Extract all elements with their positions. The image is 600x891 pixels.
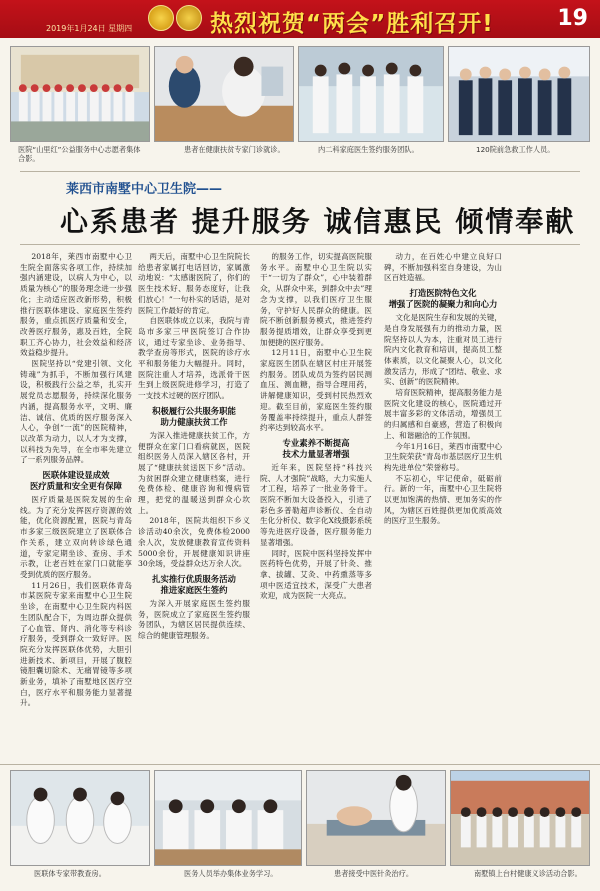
cppcc-emblem-icon — [176, 5, 202, 31]
bottom-photo-4 — [450, 770, 590, 866]
article-paragraph: 11月26日，我们医联体青岛市某医院专家来南墅中心卫生院坐诊，在南墅中心卫生院内科医生团队配合下，为周边群众提供了心血管、肾内、消化等专科诊疗服务，受到群众一致好评。医院充分发挥医联体优势，大胆引进新技术、新项目，开展了腹腔镜胆囊切除术、无痛胃镜等多项新业务，填补了南墅地区医疗空白，医疗水平和服务能力显著提升。 — [20, 580, 132, 708]
top-photo-4-caption: 120院前急救工作人员。 — [476, 145, 555, 154]
article-column-3 — [260, 252, 372, 760]
article-paragraph: 今年1月16日，莱西市南墅中心卫生院荣获“青岛市基层医疗卫生机构先进单位”荣誉称号。 — [384, 441, 502, 472]
article-paragraph: 为深入开展家庭医生签约服务，医院成立了家庭医生签约服务团队，为辖区居民提供连续、综合的健康管理服务。 — [138, 598, 250, 641]
article-paragraph: 医疗质量是医院发展的生命线。为了充分发挥医疗资源的效能，优化资源配置，医院与青岛市多家三级医院建立了医联体合作关系，建立双向转诊绿色通道，专家定期坐诊、查房、手术示教，让老百姓在家门口就能享受到优质的医疗服务。 — [20, 495, 132, 579]
article-paragraph: 同时，医院中医科坚持发挥中医药特色优势，开展了针灸、推拿、拔罐、艾灸、中药熏蒸等多项中医适宜技术，深受广大患者欢迎，成为医院一大亮点。 — [260, 548, 372, 601]
header-banner — [0, 0, 600, 38]
article-paragraph: 文化是医院生存和发展的关键，是自身发展强有力的推动力量，医院坚持以人为本，注重对员工进行院内文化教育和培训，提高员工整体素质，以文化凝聚人心，以文化激发活力，形成了“团结、敬业、求实、创新”的医院精神。 — [384, 313, 502, 387]
section-heading: 打造医院特色文化 增强了医院的凝聚力和向心力 — [388, 288, 498, 310]
top-photo-2-caption: 患者在健康扶贫专家门诊就诊。 — [184, 145, 285, 154]
banner-headline: 热烈祝贺“两会”胜利召开! — [210, 11, 494, 37]
party-emblem-icon — [148, 5, 174, 31]
page-number: 19 — [557, 6, 588, 31]
article-column-1 — [20, 252, 132, 760]
section-heading: 积极履行公共服务职能 助力健康扶贫工作 — [152, 405, 236, 427]
section-heading: 专业素养不断提高 技术力量显著增强 — [282, 437, 350, 459]
section-heading: 医联体建设显成效 医疗质量和安全更有保障 — [29, 470, 123, 492]
article-column-4 — [384, 252, 502, 760]
top-photo-2 — [154, 46, 294, 142]
bottom-rule — [0, 764, 600, 765]
bottom-photo-3-caption: 患者接受中医针灸治疗。 — [334, 869, 414, 878]
article-paragraph: 2018年，医院共组织下乡义诊活动40余次，免费体检2000余人次，发放健康教育宣传资料5000余份，开展健康知识讲座30余场，受益群众达万余人次。 — [138, 516, 250, 569]
bottom-photo-2 — [154, 770, 302, 866]
title-top-rule — [20, 171, 580, 172]
top-photo-1-caption: 医院“山里红”公益服务中心志愿者集体合影。 — [18, 145, 141, 163]
bottom-photo-4-caption: 南墅镇上台村健康义诊活动合影。 — [474, 869, 582, 878]
article-paragraph: 12月11日，南墅中心卫生院家庭医生团队在辖区村庄开展签约服务。团队成员为签约居民测血压、测血糖，指导合理用药，讲解健康知识，受到村民热烈欢迎。截至目前，家庭医生签约服务覆盖率持续提升，重点人群签约率达到较高水平。 — [260, 348, 372, 433]
article-paragraph: 不忘初心，牢记使命，砥砺前行。新的一年，南墅中心卫生院将以更加饱满的热情、更加务实的作风，为辖区百姓提供更加优质高效的医疗卫生服务。 — [384, 473, 502, 526]
bottom-photo-1-caption: 医联体专家带教查房。 — [34, 869, 106, 878]
article-paragraph: 两天后，南墅中心卫生院院长给患者家属打电话回访，家属激动地说：“太感谢医院了，你们的医生技术好、服务态度好，让我们放心！”一句朴实的话语，是对医院工作最好的肯定。 — [138, 252, 250, 315]
article-paragraph: 为深入推进健康扶贫工作，方便群众在家门口看病就医，医院组织医务人员深入辖区各村，开展了“健康扶贫送医下乡”活动。为贫困群众建立健康档案，进行免费体检、健康咨询和慢病管理，把党的温暖送到群众心坎上。 — [138, 430, 250, 515]
issue-date: 2019年1月24日 星期四 — [46, 24, 133, 33]
top-photo-3 — [298, 46, 444, 142]
article-paragraph: 医院坚持以“党建引领、文化铸魂”为抓手，不断加强行风建设，积极践行公益之举，扎实开展党员志愿服务，持续深化服务内涵，提高服务水平，文明、廉洁、诚信、优质的医疗服务深入人心，争创“一流”的医院精神，以改革为动力，以人才为支撑，以科技为先导，在全市率先建立了一系列服务品牌。 — [20, 359, 132, 465]
title-bottom-rule — [20, 244, 580, 245]
bottom-photo-2-caption: 医务人员举办集体业务学习。 — [184, 869, 278, 878]
article-paragraph: 自医联体成立以来，我院与青岛市多家三甲医院签订合作协议，通过专家坐诊、业务指导、教学查房等形式，医院的诊疗水平和服务能力大幅提升。同时，医院注重人才培养，选派骨干医生到上级医院进修学习，打造了一支技术过硬的医疗团队。 — [138, 316, 250, 401]
article-paragraph: 动力，在百姓心中建立良好口碑，不断加强科室自身建设，为山区百姓造福。 — [384, 252, 502, 283]
article-title: 心系患者 提升服务 诚信惠民 倾情奉献 — [60, 205, 576, 238]
top-photo-1 — [10, 46, 150, 142]
bottom-photo-3 — [306, 770, 446, 866]
article-paragraph: 的服务工作，切实提高医院服务水平。南墅中心卫生院以实干“一切为了群众”，心中装着群众，从群众中来，到群众中去”理念为支撑，以我们医疗卫生服务，守护好人民群众的健康。医院不断创新服务模式，推进签约服务提质增效，让群众享受到更加便捷的医疗服务。 — [260, 252, 372, 347]
article-paragraph: 2018年，莱西市南墅中心卫生院全面落实各项工作，持续加强内涵建设，以病人为中心，以质量为核心”的服务理念进一步强化；主动适应医改新形势，积极推行医联体建设、家庭医生签约服务，重点抓医疗质量和安全，改善医疗服务，惠及百姓，全院职工齐心协力，社会效益和经济效益稳步提升。 — [20, 252, 132, 358]
section-heading: 扎实推行优质服务活动 推进家庭医生签约 — [152, 573, 236, 595]
article-paragraph: 培育医院精神，提高服务能力是医院文化建设的核心，医院通过开展丰富多彩的文体活动，增强员工的归属感和自豪感，营造了积极向上、和谐融洽的工作氛围。 — [384, 388, 502, 440]
article-subtitle: 莱西市南墅中心卫生院—— — [66, 182, 223, 197]
article-paragraph: 近年来，医院坚持“科技兴院、人才强院”战略，大力实施人才工程，培养了一批业务骨干。医院不断加大设备投入，引进了彩色多普勒超声诊断仪、全自动生化分析仪、数字化X线摄影系统等先进医疗设备，医疗服务能力显著增强。 — [260, 462, 372, 547]
top-photo-3-caption: 内二科家庭医生签约服务团队。 — [318, 145, 419, 154]
bottom-photo-1 — [10, 770, 150, 866]
article-column-2 — [138, 252, 250, 760]
top-photo-4 — [448, 46, 590, 142]
